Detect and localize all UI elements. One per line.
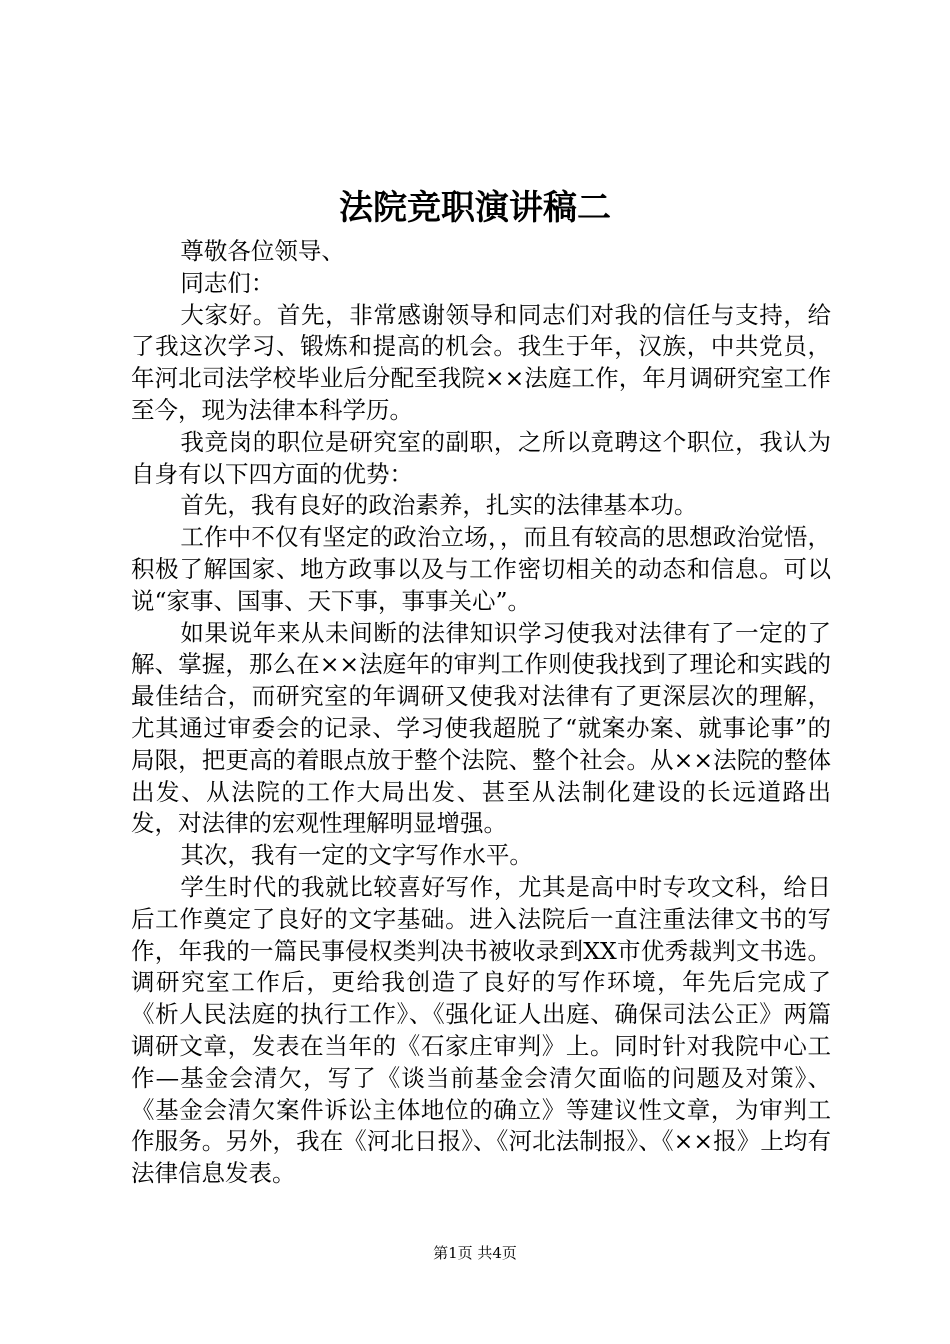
- paragraph-salutation-2: 同志们：: [180, 268, 275, 297]
- paragraph-legal-study: 如果说年来从未间断的法律知识学习使我对法律有了一定的了解、掌握，那么在××法庭年的审判工作则使我找到了理论和实践的最佳结合，而研究室的年调研又使我对法律有了更深层次的理解，尤其通过审委会的记录、学习使我超脱了“就案办案、就事论事”的局限，把更高的着眼点放于整个法院、整个社会。从××法院的整体出发、从法院的工作大局出发、甚至从法制化建设的长远道路出发，对法律的宏观性理解明显增强。: [131, 618, 831, 838]
- document-title: 法院竞职演讲稿二: [339, 188, 611, 228]
- paragraph-political-stance: 工作中不仅有坚定的政治立场，，而且有较高的思想政治觉悟，积极了解国家、地方政事以及与工作密切相关的动态和信息。可以说“家事、国事、天下事，事事关心”。: [131, 523, 831, 615]
- paragraph-position: 我竞岗的职位是研究室的副职，之所以竟聘这个职位，我认为自身有以下四方面的优势：: [131, 427, 831, 488]
- paragraph-second-advantage: 其次，我有一定的文字写作水平。: [180, 841, 533, 870]
- paragraph-introduction: 大家好。首先，非常感谢领导和同志们对我的信任与支持，给了我这次学习、锻炼和提高的机会。我生于年，汉族，中共党员，年河北司法学校毕业后分配至我院××法庭工作，年月调研究室工作至今，现为法律本科学历。: [131, 300, 831, 424]
- paragraph-writing-experience: 学生时代的我就比较喜好写作，尤其是高中时专攻文科，给日后工作奠定了良好的文字基础。进入法院后一直注重法律文书的写作，年我的一篇民事侵权类判决书被收录到XX市优秀裁判文书选。调研究室工作后，更给我创造了良好的写作环境，年先后完成了《析人民法庭的执行工作》、《强化证人出庭、确保司法公正》两篇调研文章，发表在当年的《石家庄审判》上。同时针对我院中心工作—基金会清欠，写了《谈当前基金会清欠面临的问题及对策》、《基金会清欠案件诉讼主体地位的确立》等建议性文章，为审判工作服务。另外，我在《河北日报》、《河北法制报》、《××报》上均有法律信息发表。: [131, 872, 831, 1188]
- paragraph-first-advantage: 首先，我有良好的政治素养，扎实的法律基本功。: [180, 491, 698, 520]
- paragraph-salutation-1: 尊敬各位领导、: [180, 237, 345, 265]
- page-number-footer: 第1页 共4页: [433, 1244, 517, 1262]
- document-body: [131, 236, 831, 1190]
